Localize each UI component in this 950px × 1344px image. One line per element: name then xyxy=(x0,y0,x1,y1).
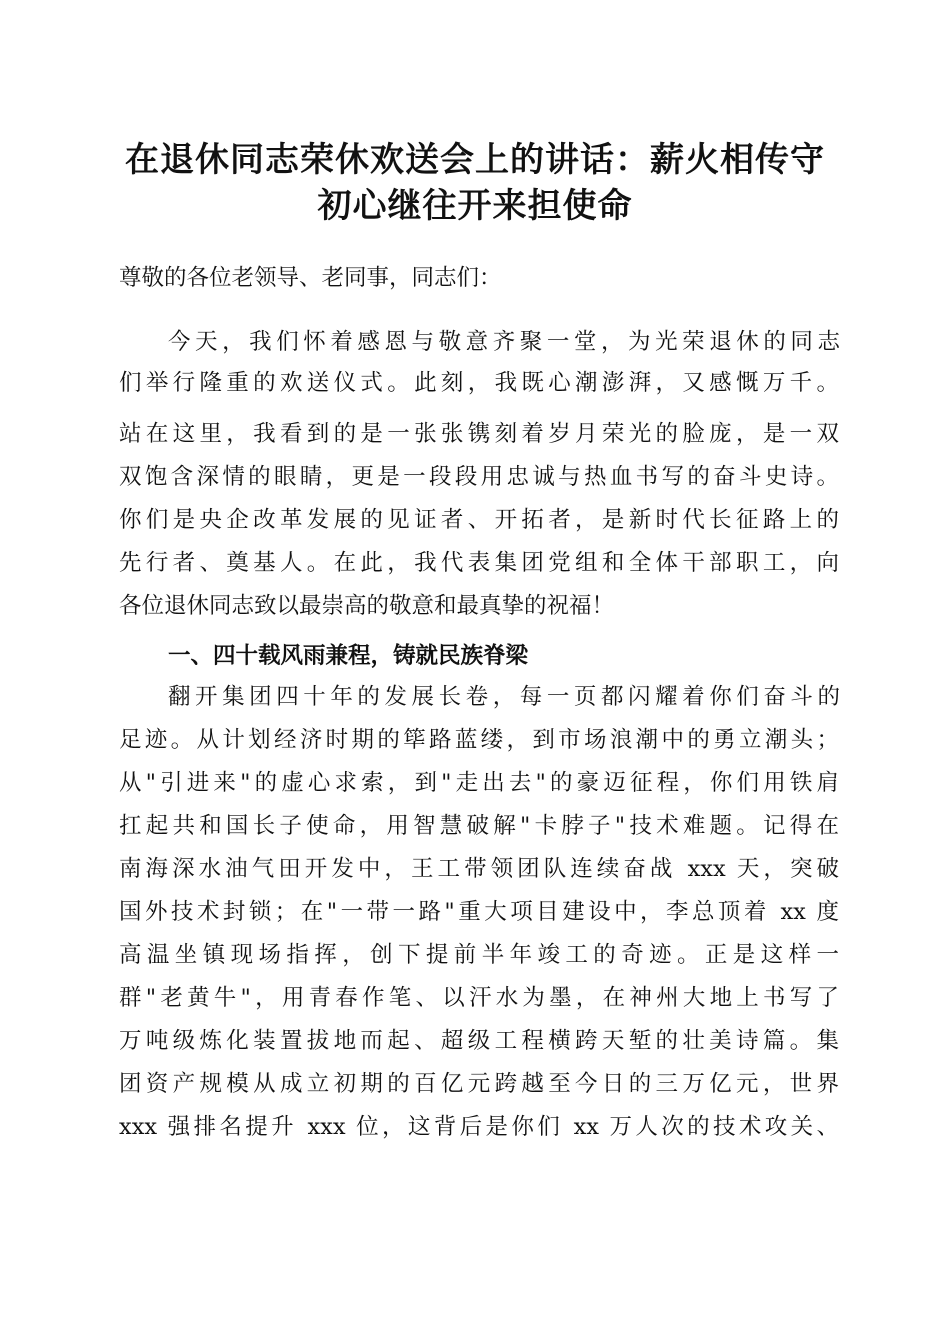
paragraph-2-line: 南海深水油气田开发中，王工带领团队连续奋战 xxx 天，突破 xyxy=(119,856,839,882)
paragraph-2-line: 足迹。从计划经济时期的筚路蓝缕，到市场浪潮中的勇立潮头； xyxy=(119,727,839,753)
paragraph-2-line: xxx 强排名提升 xxx 位，这背后是你们 xx 万人次的技术攻关、 xyxy=(119,1114,839,1140)
paragraph-1-line: 今天，我们怀着感恩与敬意齐聚一堂，为光荣退休的同志 xyxy=(168,329,840,355)
paragraph-2-line: 群"老黄牛"，用青春作笔、以汗水为墨，在神州大地上书写了 xyxy=(119,985,839,1011)
section-heading: 一、四十载风雨兼程，铸就民族脊梁 xyxy=(168,643,529,669)
paragraph-2-line: 国外技术封锁；在"一带一路"重大项目建设中，李总顶着 xx 度 xyxy=(119,899,839,925)
paragraph-1-line: 各位退休同志致以最崇高的敬意和最真挚的祝福！ xyxy=(119,593,615,619)
paragraph-1-line: 们举行隆重的欢送仪式。此刻，我既心潮澎湃，又感慨万千。 xyxy=(119,370,839,396)
paragraph-1-line: 先行者、奠基人。在此，我代表集团党组和全体干部职工，向 xyxy=(119,550,839,576)
paragraph-1-line: 你们是央企改革发展的见证者、开拓者，是新时代长征路上的 xyxy=(119,507,839,533)
paragraph-2-line: 翻开集团四十年的发展长卷，每一页都闪耀着你们奋斗的 xyxy=(168,684,840,710)
document-title-line-1: 在退休同志荣休欢送会上的讲话：薪火相传守 xyxy=(125,140,825,180)
document-title-line-2: 初心继往开来担使命 xyxy=(317,186,633,226)
salutation: 尊敬的各位老领导、老同事，同志们： xyxy=(119,265,502,291)
paragraph-2-line: 高温坐镇现场指挥，创下提前半年竣工的奇迹。正是这样一 xyxy=(119,942,839,968)
paragraph-2-line: 团资产规模从成立初期的百亿元跨越至今日的三万亿元，世界 xyxy=(119,1071,839,1097)
paragraph-2-line: 从"引进来"的虚心求索，到"走出去"的豪迈征程，你们用铁肩 xyxy=(119,770,839,796)
paragraph-2-line: 扛起共和国长子使命，用智慧破解"卡脖子"技术难题。记得在 xyxy=(119,813,839,839)
paragraph-2-line: 万吨级炼化装置拔地而起、超级工程横跨天堑的壮美诗篇。集 xyxy=(119,1028,839,1054)
paragraph-1-line: 双饱含深情的眼睛，更是一段段用忠诚与热血书写的奋斗史诗。 xyxy=(119,464,839,490)
paragraph-1-line: 站在这里，我看到的是一张张镌刻着岁月荣光的脸庞，是一双 xyxy=(119,421,839,447)
